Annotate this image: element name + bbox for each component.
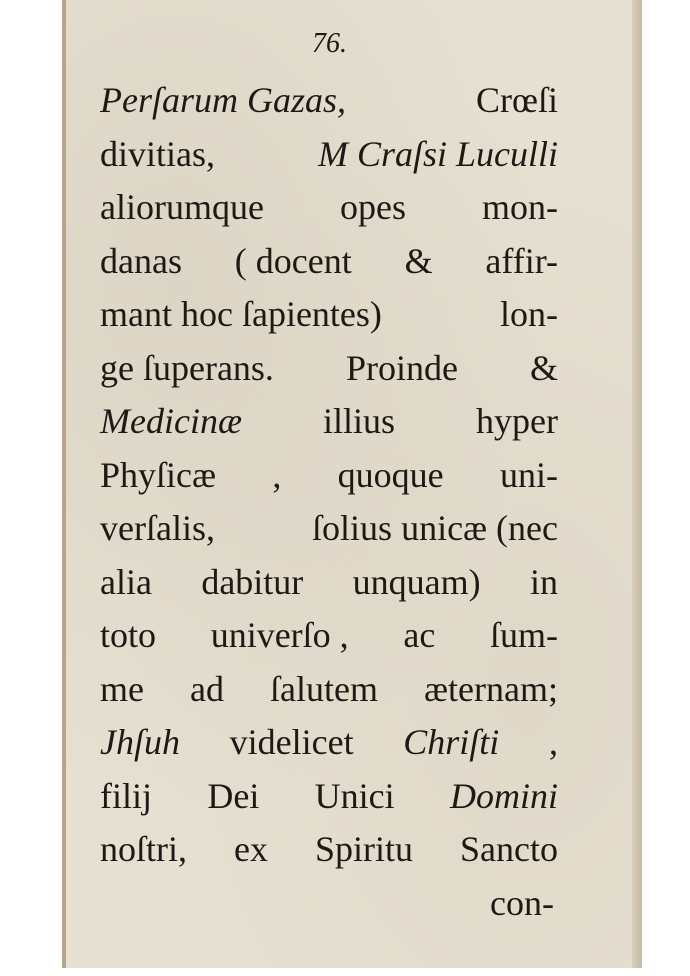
text-line <box>100 288 558 342</box>
word: Perſarum Gazas, <box>100 80 347 120</box>
word: Chriſti <box>403 722 500 762</box>
text-line <box>100 663 558 717</box>
word: aliorumque <box>100 187 264 227</box>
text-line <box>100 823 558 877</box>
word: mon- <box>481 187 558 227</box>
page-edge-right <box>632 0 642 968</box>
word: , <box>548 722 558 762</box>
word: toto <box>100 615 157 655</box>
word: filij <box>100 775 152 816</box>
word: Domini <box>450 775 558 816</box>
text-line <box>100 235 558 289</box>
word: Unici <box>314 775 395 816</box>
word: illius <box>322 401 396 441</box>
word: ſolius unicæ (nec <box>312 508 558 548</box>
word: ſalutem <box>270 668 378 709</box>
word: & <box>404 240 433 281</box>
word: noſtri, <box>100 829 187 869</box>
word: ad <box>190 668 224 709</box>
word: unquam) <box>352 561 481 602</box>
word: Phyſicæ <box>100 454 217 495</box>
word: videlicet <box>229 722 354 762</box>
word: opes <box>339 187 406 227</box>
word: Medicinæ <box>100 401 242 441</box>
word: affir- <box>485 240 558 281</box>
word: ge ſuperans. <box>100 347 274 388</box>
word: ac <box>403 615 436 655</box>
body-text <box>100 74 558 930</box>
word: Sancto <box>460 829 558 869</box>
word: & <box>529 347 558 388</box>
catchword: con- <box>490 882 554 923</box>
text-line <box>100 556 558 610</box>
text-line <box>100 74 558 128</box>
word: Spiritu <box>314 829 413 869</box>
text-line <box>100 181 558 235</box>
text-line <box>100 716 558 770</box>
word: alia <box>100 561 152 602</box>
text-line <box>100 770 558 824</box>
word: M Craſsi Luculli <box>317 133 558 174</box>
word: Jhſuh <box>100 722 180 762</box>
text-line <box>100 609 558 663</box>
word: dabitur <box>201 561 304 602</box>
word: lon- <box>500 294 558 334</box>
word: mant hoc ſapientes) <box>100 294 382 334</box>
word: danas <box>100 240 182 281</box>
page-number: 76. <box>312 28 347 59</box>
text-line <box>100 342 558 396</box>
word: quoque <box>337 454 444 495</box>
text-line <box>100 502 558 556</box>
text-line <box>100 449 558 503</box>
word: æternam; <box>424 668 558 709</box>
word: me <box>100 668 144 709</box>
word: hyper <box>476 401 558 441</box>
word: divitias, <box>100 133 215 174</box>
page-edge-left <box>62 0 66 968</box>
word: univerſo , <box>210 615 349 655</box>
word: Proinde <box>345 347 458 388</box>
word: ex <box>234 829 268 869</box>
word: ſum- <box>489 615 558 655</box>
word: , <box>272 454 282 495</box>
word: ( docent <box>234 240 352 281</box>
text-line <box>100 395 558 449</box>
catchword-line <box>100 877 558 931</box>
word: Dei <box>207 775 260 816</box>
text-line <box>100 128 558 182</box>
word: Crœſi <box>475 80 558 120</box>
word: in <box>529 561 558 602</box>
word: verſalis, <box>100 508 215 548</box>
word: uni- <box>499 454 558 495</box>
